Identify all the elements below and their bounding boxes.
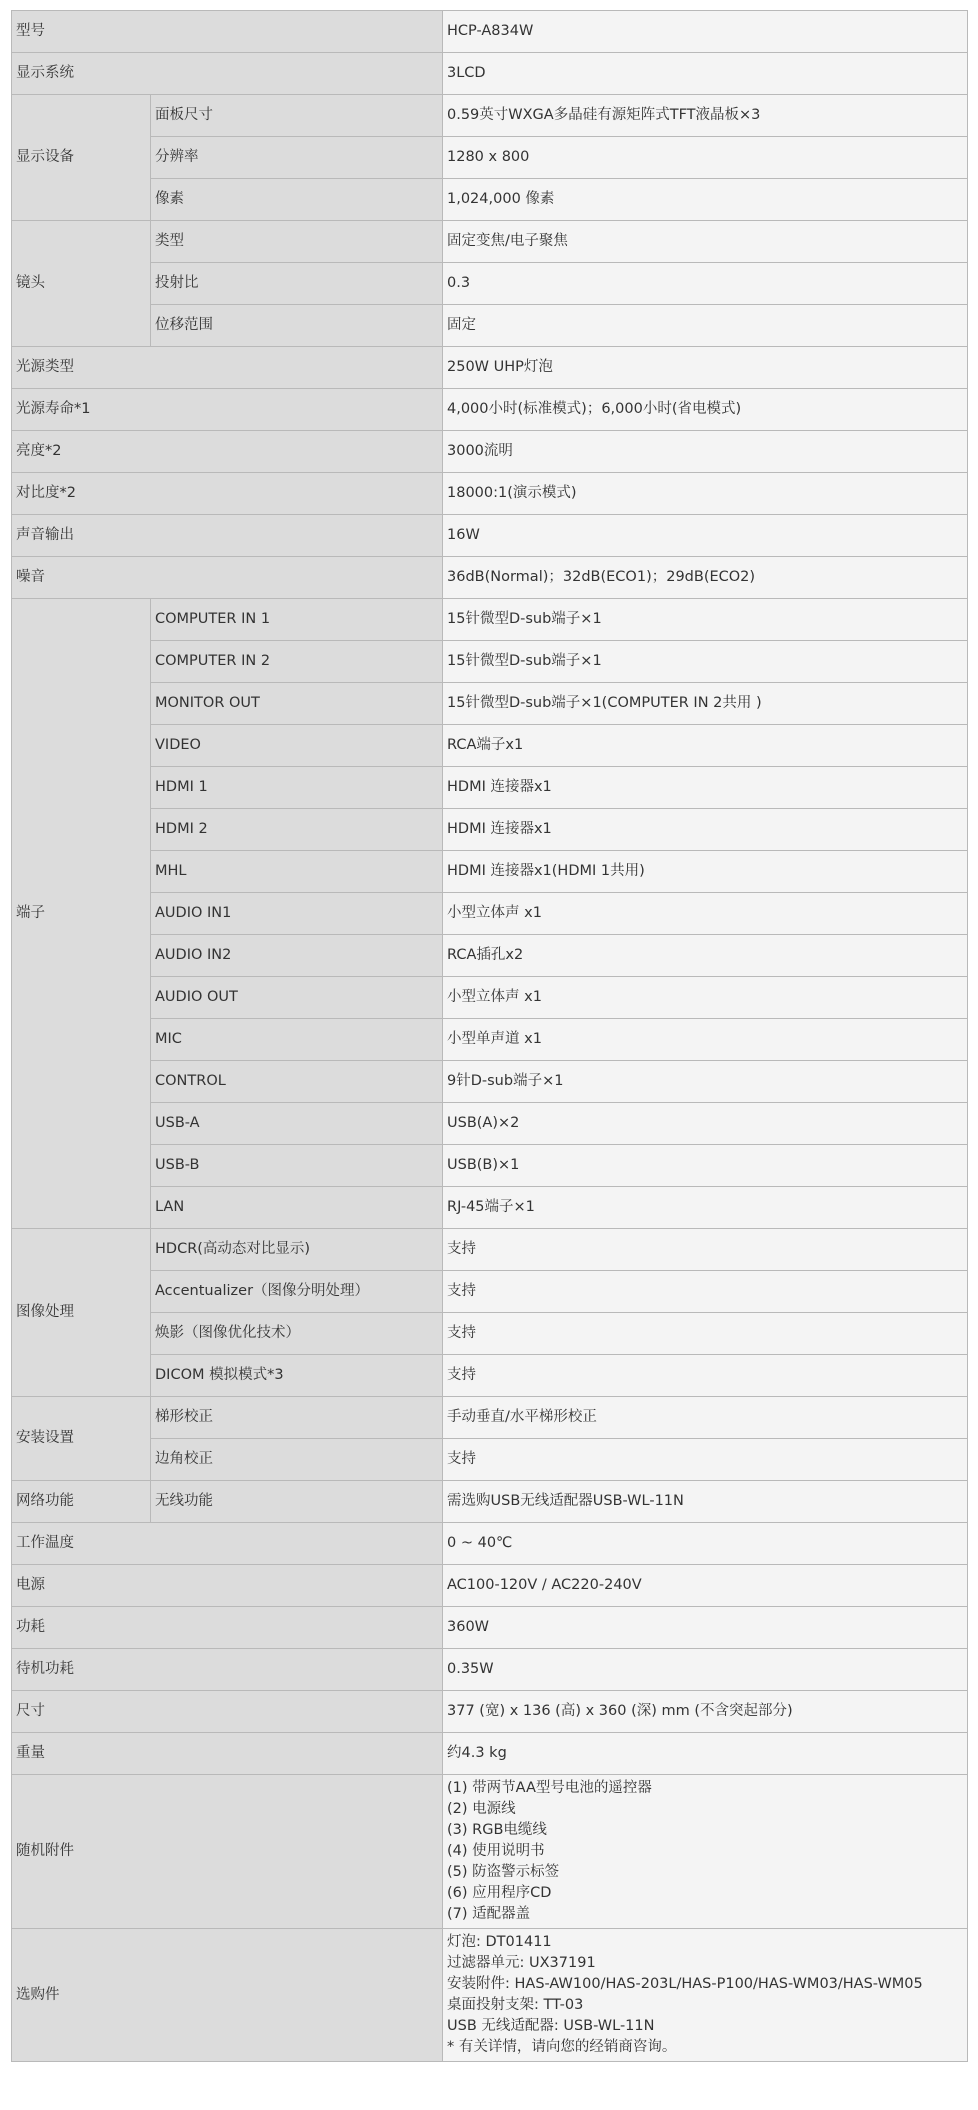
spec-label: 型号: [12, 11, 443, 53]
spec-row: [12, 1187, 968, 1229]
spec-value: 需选购USB无线适配器USB-WL-11N: [443, 1481, 968, 1523]
spec-value-line: (5) 防盗警示标签: [447, 1864, 560, 1880]
spec-row: [12, 557, 968, 599]
spec-value: 16W: [443, 515, 968, 557]
spec-label: 尺寸: [12, 1691, 443, 1733]
spec-value: 360W: [443, 1607, 968, 1649]
spec-row: [12, 1355, 968, 1397]
spec-value-line: (2) 电源线: [447, 1801, 516, 1817]
spec-value: 15针微型D-sub端子×1(COMPUTER IN 2共用 ): [443, 683, 968, 725]
spec-value: 15针微型D-sub端子×1: [443, 599, 968, 641]
spec-sub-label: 焕影（图像优化技术）: [151, 1313, 443, 1355]
spec-row: [12, 1775, 968, 1929]
spec-value: 0.3: [443, 263, 968, 305]
spec-row: [12, 767, 968, 809]
spec-value-line: (1) 带两节AA型号电池的遥控器: [447, 1780, 652, 1796]
spec-value: RCA端子x1: [443, 725, 968, 767]
spec-value: HCP-A834W: [443, 11, 968, 53]
spec-value: 377 (宽) x 136 (高) x 360 (深) mm (不含突起部分): [443, 1691, 968, 1733]
spec-row: [12, 1019, 968, 1061]
spec-value: 9针D-sub端子×1: [443, 1061, 968, 1103]
spec-label: 重量: [12, 1733, 443, 1775]
spec-row: [12, 53, 968, 95]
spec-sub-label: COMPUTER IN 1: [151, 599, 443, 641]
spec-value: AC100-120V / AC220-240V: [443, 1565, 968, 1607]
spec-value-line: 桌面投射支架: TT-03: [447, 1997, 584, 2013]
spec-label: 随机附件: [12, 1775, 443, 1929]
spec-value-list: [443, 1775, 968, 1929]
spec-row: [12, 1607, 968, 1649]
spec-row: [12, 599, 968, 641]
spec-value-line: (4) 使用说明书: [447, 1843, 545, 1859]
spec-row: [12, 1733, 968, 1775]
spec-row: [12, 1103, 968, 1145]
spec-label: 功耗: [12, 1607, 443, 1649]
spec-label: 噪音: [12, 557, 443, 599]
spec-group-label: 镜头: [12, 221, 151, 347]
spec-row: [12, 515, 968, 557]
spec-row: [12, 1145, 968, 1187]
spec-sub-label: LAN: [151, 1187, 443, 1229]
spec-sub-label: USB-B: [151, 1145, 443, 1187]
spec-value: 支持: [443, 1439, 968, 1481]
spec-sub-label: 投射比: [151, 263, 443, 305]
spec-value: 小型单声道 x1: [443, 1019, 968, 1061]
spec-sub-label: 面板尺寸: [151, 95, 443, 137]
spec-value: 支持: [443, 1271, 968, 1313]
spec-group-label: 端子: [12, 599, 151, 1229]
spec-value: 约4.3 kg: [443, 1733, 968, 1775]
spec-group-label: 图像处理: [12, 1229, 151, 1397]
spec-value-line: 灯泡: DT01411: [447, 1934, 552, 1950]
spec-value: 1,024,000 像素: [443, 179, 968, 221]
spec-value: USB(B)×1: [443, 1145, 968, 1187]
spec-value: 支持: [443, 1355, 968, 1397]
spec-label: 光源类型: [12, 347, 443, 389]
spec-row: [12, 1061, 968, 1103]
spec-value-line: (7) 适配器盖: [447, 1906, 531, 1922]
spec-row: [12, 851, 968, 893]
spec-row: [12, 683, 968, 725]
spec-sub-label: 无线功能: [151, 1481, 443, 1523]
spec-value: 固定变焦/电子聚焦: [443, 221, 968, 263]
spec-group-label: 网络功能: [12, 1481, 151, 1523]
spec-sub-label: HDCR(高动态对比显示): [151, 1229, 443, 1271]
spec-label: 待机功耗: [12, 1649, 443, 1691]
spec-row: [12, 725, 968, 767]
spec-sub-label: MIC: [151, 1019, 443, 1061]
spec-row: [12, 935, 968, 977]
spec-row: [12, 347, 968, 389]
spec-row: [12, 389, 968, 431]
spec-value: 小型立体声 x1: [443, 977, 968, 1019]
spec-sub-label: USB-A: [151, 1103, 443, 1145]
spec-sub-label: 分辨率: [151, 137, 443, 179]
spec-sub-label: CONTROL: [151, 1061, 443, 1103]
spec-value: USB(A)×2: [443, 1103, 968, 1145]
spec-label: 工作温度: [12, 1523, 443, 1565]
spec-sub-label: MONITOR OUT: [151, 683, 443, 725]
spec-value: 15针微型D-sub端子×1: [443, 641, 968, 683]
spec-table: [11, 10, 968, 2062]
spec-value: HDMI 连接器x1: [443, 809, 968, 851]
spec-sub-label: 梯形校正: [151, 1397, 443, 1439]
spec-row: [12, 977, 968, 1019]
spec-sub-label: 类型: [151, 221, 443, 263]
spec-value-list: [443, 1929, 968, 2062]
spec-value-line: 安装附件: HAS-AW100/HAS-203L/HAS-P100/HAS-WM03/HAS-WM05: [447, 1976, 923, 1992]
spec-sub-label: VIDEO: [151, 725, 443, 767]
spec-value-line: (3) RGB电缆线: [447, 1822, 547, 1838]
spec-sub-label: HDMI 2: [151, 809, 443, 851]
spec-row: [12, 1565, 968, 1607]
spec-value: 3LCD: [443, 53, 968, 95]
spec-table-body: [12, 11, 968, 2062]
spec-label: 声音输出: [12, 515, 443, 557]
spec-row: [12, 221, 968, 263]
spec-value: 固定: [443, 305, 968, 347]
spec-sub-label: DICOM 模拟模式*3: [151, 1355, 443, 1397]
spec-value-line: USB 无线适配器: USB-WL-11N: [447, 2018, 655, 2034]
spec-value: 0.59英寸WXGA多晶硅有源矩阵式TFT液晶板×3: [443, 95, 968, 137]
spec-label: 电源: [12, 1565, 443, 1607]
spec-value: 4,000小时(标准模式)；6,000小时(省电模式): [443, 389, 968, 431]
spec-label: 对比度*2: [12, 473, 443, 515]
spec-row: [12, 893, 968, 935]
spec-label: 显示系统: [12, 53, 443, 95]
spec-value: 支持: [443, 1229, 968, 1271]
spec-sheet: [11, 10, 968, 2062]
spec-value-line: (6) 应用程序CD: [447, 1885, 552, 1901]
spec-value: 250W UHP灯泡: [443, 347, 968, 389]
spec-group-label: 显示设备: [12, 95, 151, 221]
spec-row: [12, 809, 968, 851]
spec-sub-label: AUDIO IN2: [151, 935, 443, 977]
spec-value: 小型立体声 x1: [443, 893, 968, 935]
spec-sub-label: 位移范围: [151, 305, 443, 347]
spec-row: [12, 431, 968, 473]
spec-sub-label: AUDIO OUT: [151, 977, 443, 1019]
spec-row: [12, 95, 968, 137]
spec-value: 36dB(Normal)；32dB(ECO1)；29dB(ECO2): [443, 557, 968, 599]
spec-row: [12, 1397, 968, 1439]
spec-row: [12, 641, 968, 683]
spec-value: 1280 x 800: [443, 137, 968, 179]
spec-sub-label: COMPUTER IN 2: [151, 641, 443, 683]
spec-label: 亮度*2: [12, 431, 443, 473]
spec-row: [12, 1649, 968, 1691]
spec-group-label: 安装设置: [12, 1397, 151, 1481]
spec-row: [12, 1439, 968, 1481]
spec-value: 3000流明: [443, 431, 968, 473]
spec-value: HDMI 连接器x1(HDMI 1共用): [443, 851, 968, 893]
spec-row: [12, 1229, 968, 1271]
spec-value: RCA插孔x2: [443, 935, 968, 977]
spec-value: 支持: [443, 1313, 968, 1355]
spec-row: [12, 1481, 968, 1523]
spec-label: 光源寿命*1: [12, 389, 443, 431]
spec-label: 选购件: [12, 1929, 443, 2062]
spec-row: [12, 263, 968, 305]
spec-row: [12, 179, 968, 221]
spec-sub-label: AUDIO IN1: [151, 893, 443, 935]
spec-row: [12, 1929, 968, 2062]
spec-row: [12, 1313, 968, 1355]
spec-value: 0.35W: [443, 1649, 968, 1691]
spec-row: [12, 137, 968, 179]
spec-row: [12, 1691, 968, 1733]
spec-value-line: * 有关详情，请向您的经销商咨询。: [447, 2039, 677, 2055]
spec-value: RJ-45端子×1: [443, 1187, 968, 1229]
spec-value: HDMI 连接器x1: [443, 767, 968, 809]
spec-sub-label: 像素: [151, 179, 443, 221]
spec-value: 18000:1(演示模式): [443, 473, 968, 515]
spec-sub-label: Accentualizer（图像分明处理）: [151, 1271, 443, 1313]
spec-row: [12, 11, 968, 53]
spec-row: [12, 1271, 968, 1313]
spec-row: [12, 305, 968, 347]
spec-sub-label: HDMI 1: [151, 767, 443, 809]
spec-row: [12, 1523, 968, 1565]
spec-sub-label: 边角校正: [151, 1439, 443, 1481]
spec-value: 手动垂直/水平梯形校正: [443, 1397, 968, 1439]
spec-value: 0 ~ 40℃: [443, 1523, 968, 1565]
spec-sub-label: MHL: [151, 851, 443, 893]
spec-value-line: 过滤器单元: UX37191: [447, 1955, 596, 1971]
spec-row: [12, 473, 968, 515]
